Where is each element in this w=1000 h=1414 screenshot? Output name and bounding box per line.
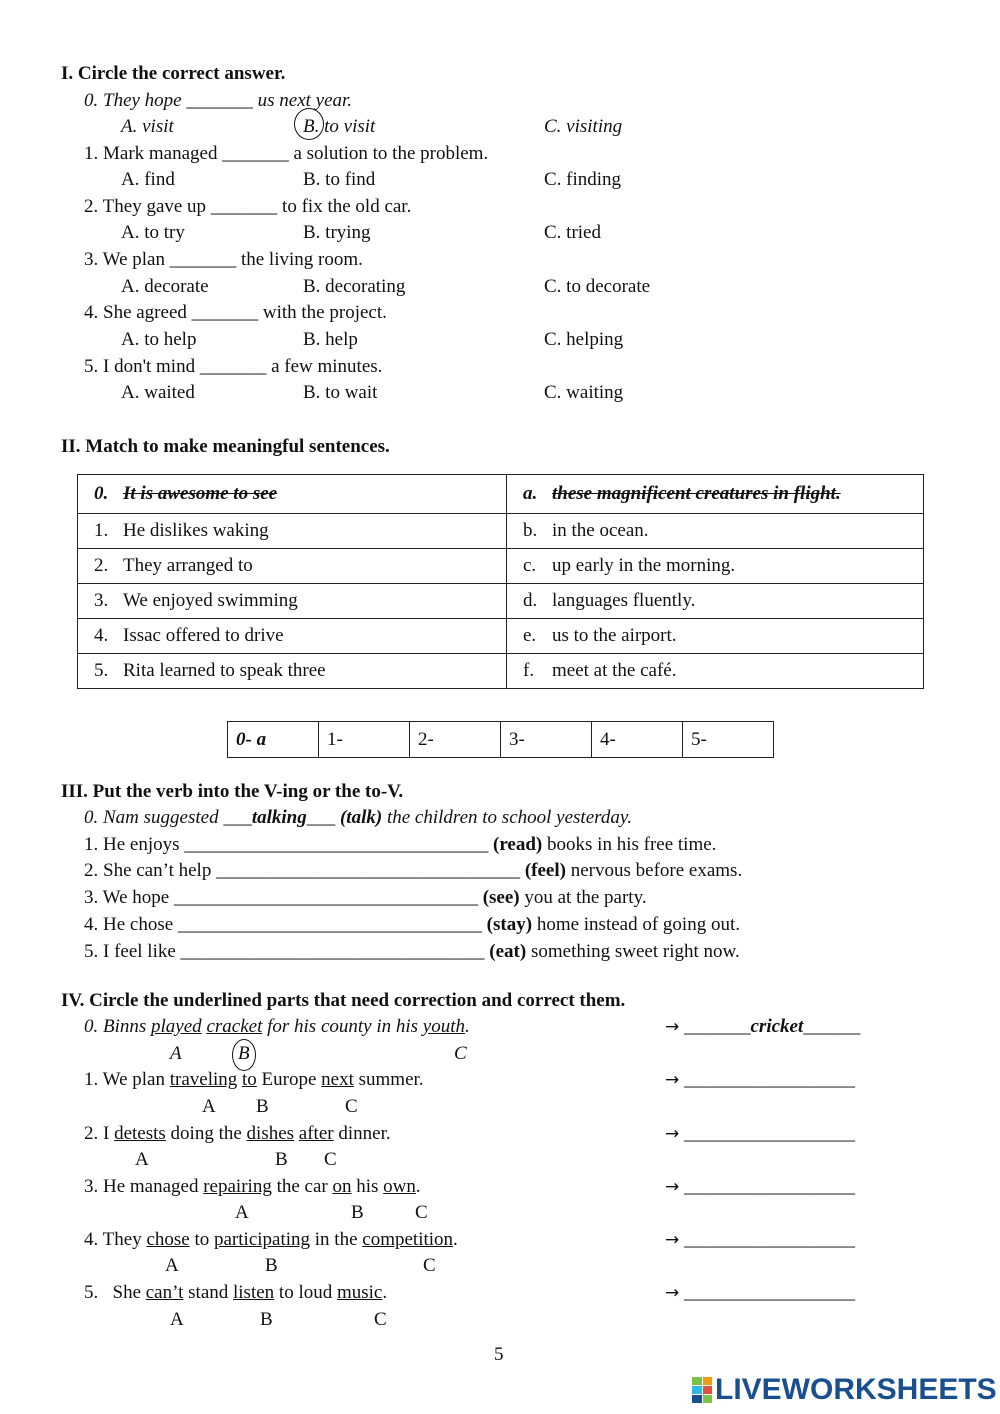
match-right-letter: a.	[523, 483, 538, 504]
s1-q2-option-c[interactable]: C. tried	[544, 222, 601, 243]
match-right-text: in the ocean.	[552, 520, 649, 541]
s4-label-b: B	[265, 1255, 278, 1276]
page-number: 5	[494, 1344, 504, 1365]
table-row	[78, 514, 924, 549]
s4-label-b: B	[260, 1309, 273, 1330]
arrow-right-icon: →	[665, 1124, 680, 1144]
s4-item-4-sentence	[84, 1230, 458, 1249]
match-right-letter: c.	[523, 555, 537, 576]
s1-q4-option-c[interactable]: C. helping	[544, 329, 624, 350]
s4-item-2-answer[interactable]	[665, 1124, 855, 1143]
answer-key-cell[interactable]: 2-	[410, 722, 501, 758]
s4-label-a: A	[170, 1043, 182, 1064]
s4-blank[interactable]: __________________	[679, 1282, 855, 1303]
match-left-text: They arranged to	[123, 555, 253, 576]
s4-underlined-b[interactable]: to	[242, 1069, 257, 1090]
s1-q2-option-a[interactable]: A. to try	[121, 222, 185, 243]
s4-text: Europe	[256, 1069, 322, 1090]
match-right-text: languages fluently.	[552, 590, 696, 611]
s4-label-b: B	[275, 1149, 288, 1170]
s4-underlined-a[interactable]: chose	[146, 1229, 190, 1250]
s4-underlined-c[interactable]: competition	[362, 1229, 454, 1250]
answer-key-cell: 0- a	[228, 722, 319, 758]
s4-underlined-c[interactable]: music	[336, 1282, 383, 1303]
s1-q3-option-b[interactable]: B. decorating	[303, 276, 406, 297]
match-left-text: It is awesome to see	[123, 483, 278, 504]
s3-example-answer: talking	[251, 807, 307, 828]
s4-item-3-answer[interactable]	[665, 1177, 855, 1196]
s4-label-c: C	[423, 1255, 436, 1276]
s4-text: 0. Binns	[84, 1016, 152, 1037]
s3-item-rest: books in his free time.	[542, 834, 717, 855]
match-left-cell	[78, 475, 507, 514]
s3-item-rest: home instead of going out.	[532, 914, 740, 935]
s4-blank[interactable]: __________________	[679, 1176, 855, 1197]
s4-label-c: C	[415, 1202, 428, 1223]
match-left-cell	[78, 549, 507, 584]
s4-label-b: B	[256, 1096, 269, 1117]
s4-item-5-sentence	[84, 1283, 387, 1302]
s4-text: 5. She	[84, 1282, 146, 1303]
s4-text: in the	[310, 1229, 363, 1250]
s4-text: the car	[271, 1176, 333, 1197]
s4-label-a: A	[170, 1309, 184, 1330]
match-left-number: 3.	[94, 590, 109, 611]
s3-item-verb: (read)	[493, 834, 543, 855]
s1-q1-option-a[interactable]: A. find	[121, 169, 175, 190]
s3-item-verb: (stay)	[486, 914, 533, 935]
s4-text: stand	[183, 1282, 233, 1303]
s4-example-sentence	[84, 1017, 470, 1036]
s4-text: dinner.	[333, 1123, 391, 1144]
s4-example-correction: cricket	[750, 1016, 804, 1037]
s4-text: doing the	[165, 1123, 247, 1144]
s3-item-verb: (feel)	[524, 860, 566, 881]
answer-key-cell[interactable]: 3-	[501, 722, 592, 758]
s4-underlined-b[interactable]: on	[332, 1176, 352, 1197]
s4-underlined-b[interactable]: participating	[214, 1229, 311, 1250]
s3-item-blank[interactable]: 1. He enjoys ________________________________	[84, 834, 494, 855]
s3-item-3	[84, 888, 647, 907]
arrow-right-icon: →	[665, 1177, 680, 1197]
s1-q5-option-c[interactable]: C. waiting	[544, 382, 624, 403]
s3-item-blank[interactable]: 4. He chose ________________________________	[84, 914, 487, 935]
s3-item-verb: (eat)	[489, 941, 527, 962]
arrow-right-icon: →	[665, 1230, 680, 1250]
match-left-text: Rita learned to speak three	[123, 660, 326, 681]
s4-label-c: C	[324, 1149, 337, 1170]
s4-label-b: B	[351, 1202, 364, 1223]
s4-underlined-a[interactable]: traveling	[169, 1069, 238, 1090]
s3-item-rest: you at the party.	[519, 887, 647, 908]
s4-underlined-c[interactable]: own	[383, 1176, 416, 1197]
match-right-text: us to the airport.	[552, 625, 677, 646]
match-right-letter: d.	[523, 590, 538, 611]
s1-example-option-c: C. visiting	[544, 116, 623, 137]
s3-item-2	[84, 861, 742, 880]
s4-underlined-b[interactable]: listen	[233, 1282, 275, 1303]
s4-text: 2. I	[84, 1123, 115, 1144]
match-left-cell	[78, 619, 507, 654]
match-right-cell	[507, 584, 924, 619]
table-row	[78, 619, 924, 654]
s1-q1-option-c[interactable]: C. finding	[544, 169, 622, 190]
match-right-cell	[507, 475, 924, 514]
s3-item-1	[84, 835, 716, 854]
s3-item-blank[interactable]: 5. I feel like ________________________________	[84, 941, 490, 962]
s3-item-blank[interactable]: 2. She can’t help ________________________________	[84, 860, 525, 881]
arrow-right-icon: →	[665, 1283, 680, 1303]
s1-example-option-b: B. to visit	[303, 116, 376, 137]
s4-text: for his county in his	[262, 1016, 423, 1037]
s4-underlined-c: youth	[422, 1016, 466, 1037]
s4-blank[interactable]: __________________	[679, 1069, 855, 1090]
s4-text: 3. He managed	[84, 1176, 204, 1197]
s4-label-c: C	[345, 1096, 358, 1117]
s1-example-question: 0. They hope _______ us next year.	[84, 90, 353, 111]
liveworksheets-logo[interactable]	[692, 1373, 997, 1407]
s4-underlined-b: cracket	[206, 1016, 263, 1037]
s4-item-4-answer[interactable]	[665, 1230, 855, 1249]
answer-key-table	[227, 721, 774, 758]
s1-question-4: 4. She agreed _______ with the project.	[84, 302, 387, 323]
match-left-number: 1.	[94, 520, 109, 541]
s4-underlined-a: played	[151, 1016, 202, 1037]
arrow-right-icon: →	[665, 1070, 680, 1090]
match-left-text: We enjoyed swimming	[123, 590, 298, 611]
s4-underlined-c[interactable]: after	[298, 1123, 334, 1144]
match-right-cell	[507, 619, 924, 654]
match-right-letter: e.	[523, 625, 537, 646]
s4-text: 4. They	[84, 1229, 147, 1250]
s4-underlined-b[interactable]: dishes	[246, 1123, 295, 1144]
s1-q5-option-b[interactable]: B. to wait	[303, 382, 378, 403]
s4-example-answer	[665, 1017, 860, 1036]
s3-item-5	[84, 942, 740, 961]
s4-item-1-answer[interactable]	[665, 1070, 855, 1089]
s4-blank[interactable]: __________________	[679, 1123, 855, 1144]
s3-item-4	[84, 915, 740, 934]
answer-key-cell[interactable]: 5-	[683, 722, 774, 758]
s1-q3-option-c[interactable]: C. to decorate	[544, 276, 651, 297]
s4-underlined-a[interactable]: repairing	[203, 1176, 272, 1197]
s4-text: 1. We plan	[84, 1069, 170, 1090]
answer-circle	[294, 108, 324, 140]
table-row	[78, 654, 924, 689]
s4-item-3-sentence	[84, 1177, 421, 1196]
s4-label-a: A	[135, 1149, 149, 1170]
table-row	[78, 475, 924, 514]
s1-question-1: 1. Mark managed _______ a solution to the problem.	[84, 143, 489, 164]
arrow-right-icon: →	[665, 1017, 680, 1037]
section-1-title: I. Circle the correct answer.	[61, 63, 286, 84]
s4-underlined-a[interactable]: detests	[114, 1123, 166, 1144]
s4-underlined-c[interactable]: next	[321, 1069, 354, 1090]
match-left-text: Issac offered to drive	[123, 625, 284, 646]
match-left-text: He dislikes waking	[123, 520, 269, 541]
s3-example-post: the children to school yesterday.	[382, 807, 632, 828]
match-right-letter: b.	[523, 520, 538, 541]
s4-label-c: C	[454, 1043, 467, 1064]
match-left-number: 2.	[94, 555, 109, 576]
s4-text: .	[453, 1229, 458, 1250]
matching-table	[77, 474, 924, 689]
s1-question-3: 3. We plan _______ the living room.	[84, 249, 363, 270]
match-right-text: these magnificent creatures in flight.	[552, 483, 841, 504]
s4-item-2-sentence	[84, 1124, 391, 1143]
answer-key-cell[interactable]: 1-	[319, 722, 410, 758]
match-right-text: up early in the morning.	[552, 555, 736, 576]
section-2-title: II. Match to make meaningful sentences.	[61, 436, 390, 457]
s4-text: to	[189, 1229, 214, 1250]
s3-example-pre: 0. Nam suggested ___	[84, 807, 252, 828]
s1-q5-option-a[interactable]: A. waited	[121, 382, 195, 403]
s3-item-verb: (see)	[482, 887, 520, 908]
s1-q2-option-b[interactable]: B. trying	[303, 222, 371, 243]
s4-blank[interactable]: __________________	[679, 1229, 855, 1250]
s3-item-rest: nervous before exams.	[565, 860, 743, 881]
s4-label-b: B	[238, 1043, 250, 1064]
s3-item-rest: something sweet right now.	[526, 941, 740, 962]
s4-text: .	[465, 1016, 470, 1037]
s1-question-5: 5. I don't mind _______ a few minutes.	[84, 356, 383, 377]
table-row	[228, 722, 774, 758]
s4-blank: ______	[803, 1016, 861, 1037]
match-left-cell	[78, 584, 507, 619]
s3-example-mid: ___	[306, 807, 340, 828]
s3-item-blank[interactable]: 3. We hope ________________________________	[84, 887, 483, 908]
logo-wordmark: LIVEWORKSHEETS	[715, 1373, 997, 1406]
match-right-cell	[507, 514, 924, 549]
answer-circle	[232, 1039, 256, 1071]
table-row	[78, 549, 924, 584]
s4-label-a: A	[202, 1096, 216, 1117]
match-right-text: meet at the café.	[552, 660, 677, 681]
match-left-number: 0.	[94, 483, 109, 504]
s4-item-1-sentence	[84, 1070, 424, 1089]
s1-q4-option-a[interactable]: A. to help	[121, 329, 197, 350]
s4-text: to loud	[274, 1282, 337, 1303]
s3-example	[84, 808, 632, 827]
s3-example-verb: (talk)	[339, 807, 383, 828]
s4-text: .	[382, 1282, 388, 1303]
s4-label-a: A	[165, 1255, 179, 1276]
s1-example-option-a: A. visit	[121, 116, 174, 137]
s4-text: summer.	[353, 1069, 424, 1090]
match-left-cell	[78, 514, 507, 549]
match-right-letter: f.	[523, 660, 535, 681]
match-right-cell	[507, 549, 924, 584]
answer-key-cell[interactable]: 4-	[592, 722, 683, 758]
s4-blank: _______	[679, 1016, 751, 1037]
s1-q1-option-b[interactable]: B. to find	[303, 169, 376, 190]
section-3-title: III. Put the verb into the V-ing or the to-V.	[61, 781, 404, 802]
s1-question-2: 2. They gave up _______ to fix the old car.	[84, 196, 412, 217]
s4-label-a: A	[235, 1202, 249, 1223]
logo-icon	[692, 1377, 712, 1403]
match-left-cell	[78, 654, 507, 689]
s4-text: .	[415, 1176, 421, 1197]
table-row	[78, 584, 924, 619]
s4-label-c: C	[374, 1309, 387, 1330]
match-left-number: 5.	[94, 660, 109, 681]
section-4-title: IV. Circle the underlined parts that need correction and correct them.	[61, 990, 626, 1011]
match-right-cell	[507, 654, 924, 689]
s4-underlined-a[interactable]: can’t	[145, 1282, 184, 1303]
s1-q4-option-b[interactable]: B. help	[303, 329, 358, 350]
s4-item-5-answer[interactable]	[665, 1283, 855, 1302]
s1-q3-option-a[interactable]: A. decorate	[121, 276, 209, 297]
s4-text: his	[351, 1176, 384, 1197]
match-left-number: 4.	[94, 625, 109, 646]
